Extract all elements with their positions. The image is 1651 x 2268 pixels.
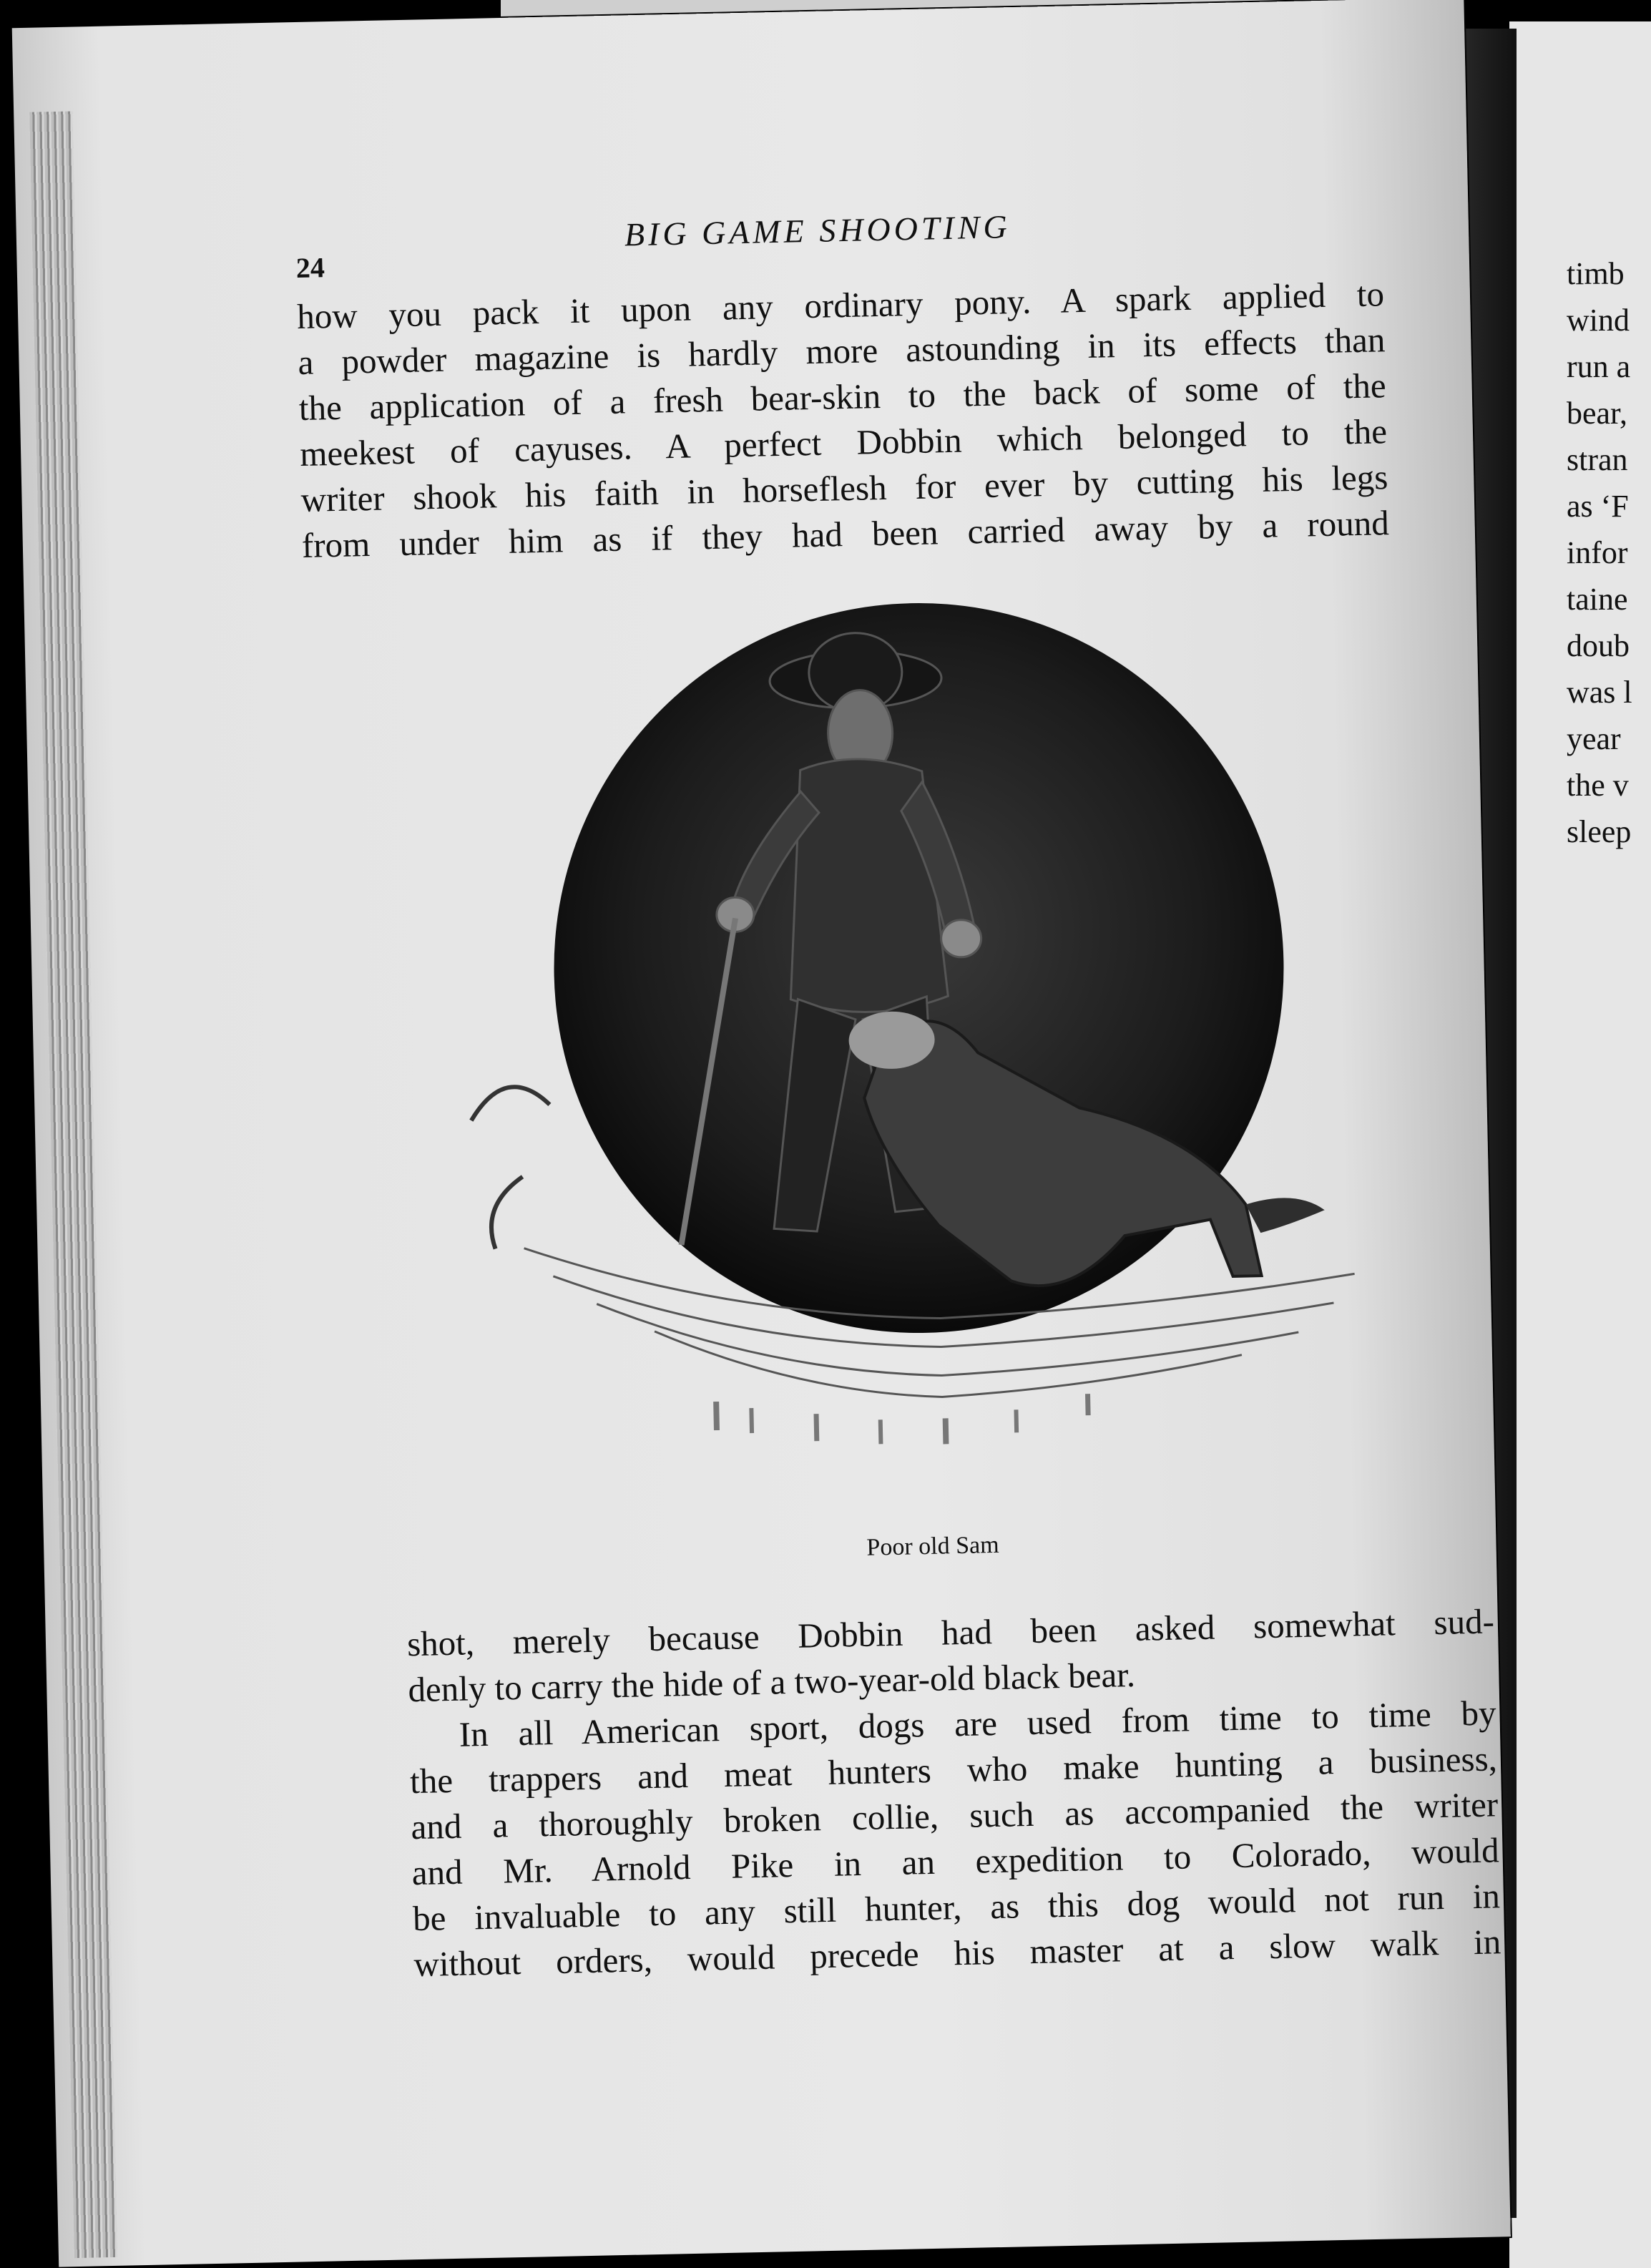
grass-tufts <box>713 1394 1091 1449</box>
facing-line: year <box>1567 721 1621 756</box>
facing-line: stran <box>1567 442 1628 477</box>
facing-line: timb <box>1567 256 1625 291</box>
illustration-drawing <box>425 586 1417 1522</box>
text-line: the application of a fresh bear-skin to the back of some of the <box>298 366 1387 429</box>
facing-line: the v <box>1567 768 1629 803</box>
text-line: from under him as if they had been carried away by a round <box>301 503 1390 565</box>
facing-page <box>1509 21 1651 2268</box>
facing-page-text <box>1567 250 1632 855</box>
text-line: In all American sport, dogs are used from time to time by <box>459 1693 1497 1754</box>
text-line: meekest of cayuses. A perfect Dobbin which belonged to the <box>299 411 1388 474</box>
book-page <box>12 0 1511 2267</box>
text-line: be invaluable to any still hunter, as this dog would not run in <box>412 1876 1501 1939</box>
facing-line: sleep <box>1567 814 1632 849</box>
text-line: how you pack it upon any ordinary pony. A spark applied to <box>296 274 1385 337</box>
text-line: shot, merely because Dobbin had been asked somewhat sud- <box>406 1601 1495 1664</box>
running-head: BIG GAME SHOOTING <box>624 208 1011 253</box>
facing-line: taine <box>1567 582 1628 617</box>
facing-line: wind <box>1567 303 1630 338</box>
top-paragraph <box>297 271 1390 569</box>
text-line: denly to carry the hide of a two-year-old black bear. <box>407 1654 1136 1710</box>
hunter-and-dog-illustration <box>425 586 1417 1522</box>
bottom-text <box>406 1598 1501 1988</box>
illustration-caption: Poor old Sam <box>866 1531 999 1561</box>
text-line: and a thoroughly broken collie, such as accompanied the writer <box>410 1784 1499 1847</box>
facing-line: bear, <box>1567 396 1627 431</box>
page-edges <box>29 112 117 2259</box>
text-line: without orders, would precede his master at a slow walk in <box>413 1922 1501 1985</box>
facing-line: was l <box>1567 675 1632 710</box>
facing-line: infor <box>1567 535 1628 570</box>
page-number: 24 <box>295 251 325 285</box>
text-line: a powder magazine is hardly more astounding in its effects than <box>298 320 1386 383</box>
facing-line: run a <box>1567 349 1631 384</box>
text-line: and Mr. Arnold Pike in an expedition to Colorado, would <box>411 1830 1500 1893</box>
text-line: writer shook his faith in horseflesh for ever by cutting his legs <box>300 457 1388 519</box>
facing-line: doub <box>1567 628 1630 663</box>
facing-line: as ‘F <box>1567 489 1629 524</box>
text-line: the trappers and meat hunters who make hunting a business, <box>409 1739 1498 1802</box>
